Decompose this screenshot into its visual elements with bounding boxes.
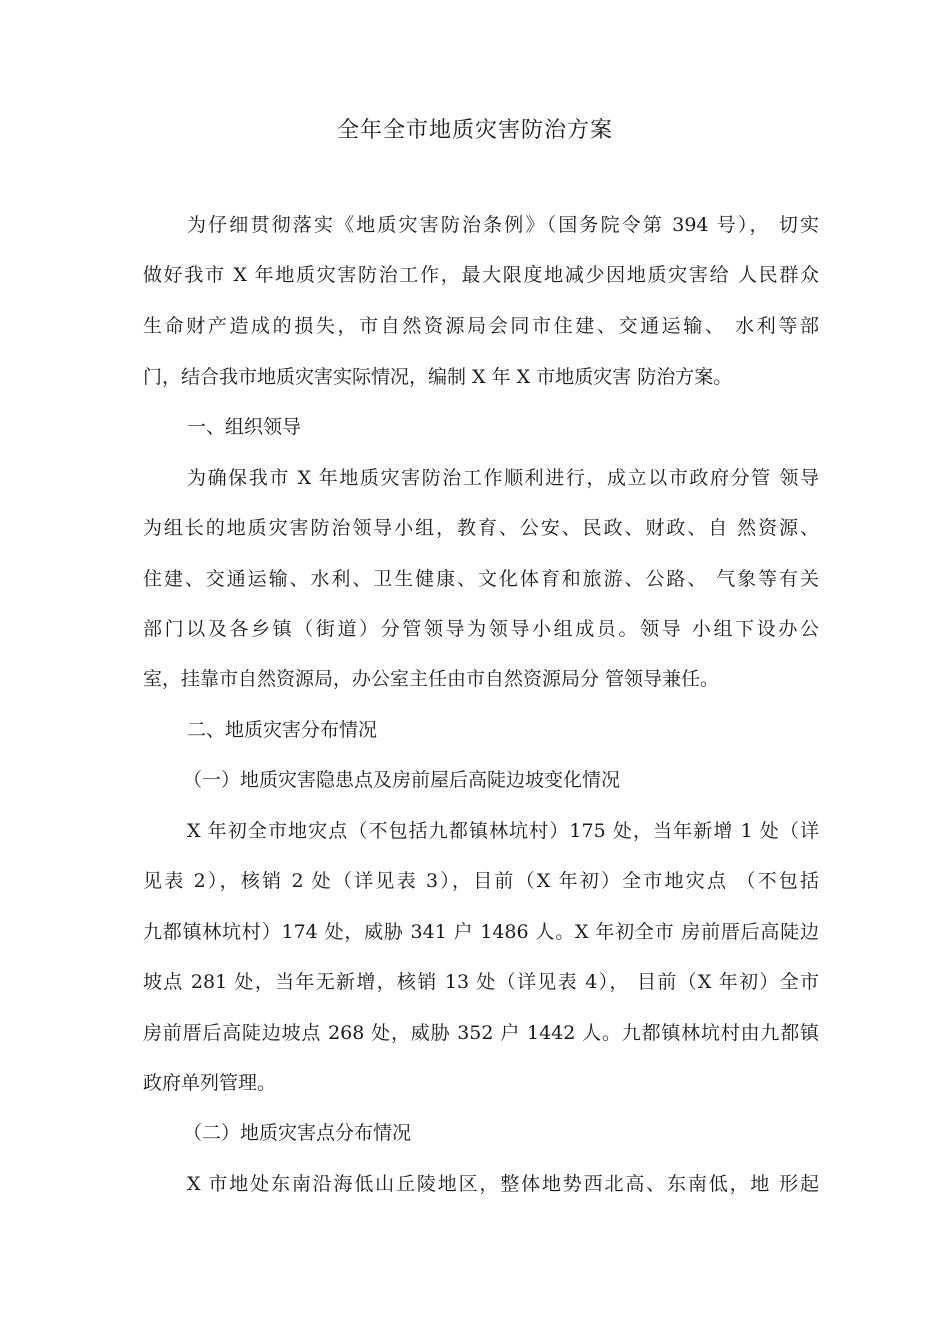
paragraph-line: 见表 2），核销 2 处（详见表 3），目前（X 年初）全市地灾点 （不包括 [143, 870, 819, 892]
paragraph-line: 门，结合我市地质灾害实际情况，编制 X 年 X 市地质灾害 防治方案。 [143, 366, 733, 388]
subsection-heading: （二）地质灾害点分布情况 [183, 1122, 412, 1144]
paragraph-line: 为仔细贯彻落实《地质灾害防治条例》（国务院令第 394 号）， 切实 [187, 214, 819, 236]
paragraph-line: 为确保我市 X 年地质灾害防治工作顺利进行，成立以市政府分管 领导 [187, 467, 819, 489]
paragraph-line: 生命财产造成的损失，市自然资源局会同市住建、交通运输、 水利等部 [143, 315, 819, 337]
paragraph-line: 室，挂靠市自然资源局，办公室主任由市自然资源局分 管领导兼任。 [143, 668, 720, 690]
paragraph-line: 房前厝后高陡边坡点 268 处，威胁 352 户 1442 人。九都镇林坑村由九都镇 [143, 1022, 819, 1044]
paragraph-line: 做好我市 X 年地质灾害防治工作，最大限度地减少因地质灾害给 人民群众 [143, 264, 819, 286]
section-heading: 一、组织领导 [187, 416, 302, 438]
paragraph-line: 为组长的地质灾害防治领导小组，教育、公安、民政、财政、自 然资源、 [143, 517, 819, 539]
subsection-heading: （一）地质灾害隐患点及房前屋后高陡边坡变化情况 [183, 769, 621, 791]
paragraph-line: X 年初全市地灾点（不包括九都镇林坑村）175 处，当年新增 1 处（详 [187, 820, 819, 842]
section-heading: 二、地质灾害分布情况 [187, 719, 378, 741]
paragraph-line: 部门以及各乡镇（街道）分管领导为领导小组成员。领导 小组下设办公 [143, 618, 819, 640]
paragraph-line: 九都镇林坑村）174 处，威胁 341 户 1486 人。X 年初全市 房前厝后高陡边 [143, 921, 819, 943]
paragraph-line: 住建、交通运输、水利、卫生健康、文化体育和旅游、公路、 气象等有关 [143, 568, 819, 590]
document-title: 全年全市地质灾害防治方案 [336, 118, 613, 143]
paragraph-line: 坡点 281 处，当年无新增，核销 13 处（详见表 4）， 目前（X 年初）全市 [143, 971, 819, 993]
paragraph-line: X 市地处东南沿海低山丘陵地区，整体地势西北高、东南低，地 形起 [187, 1173, 819, 1195]
paragraph-line: 政府单列管理。 [143, 1072, 277, 1094]
